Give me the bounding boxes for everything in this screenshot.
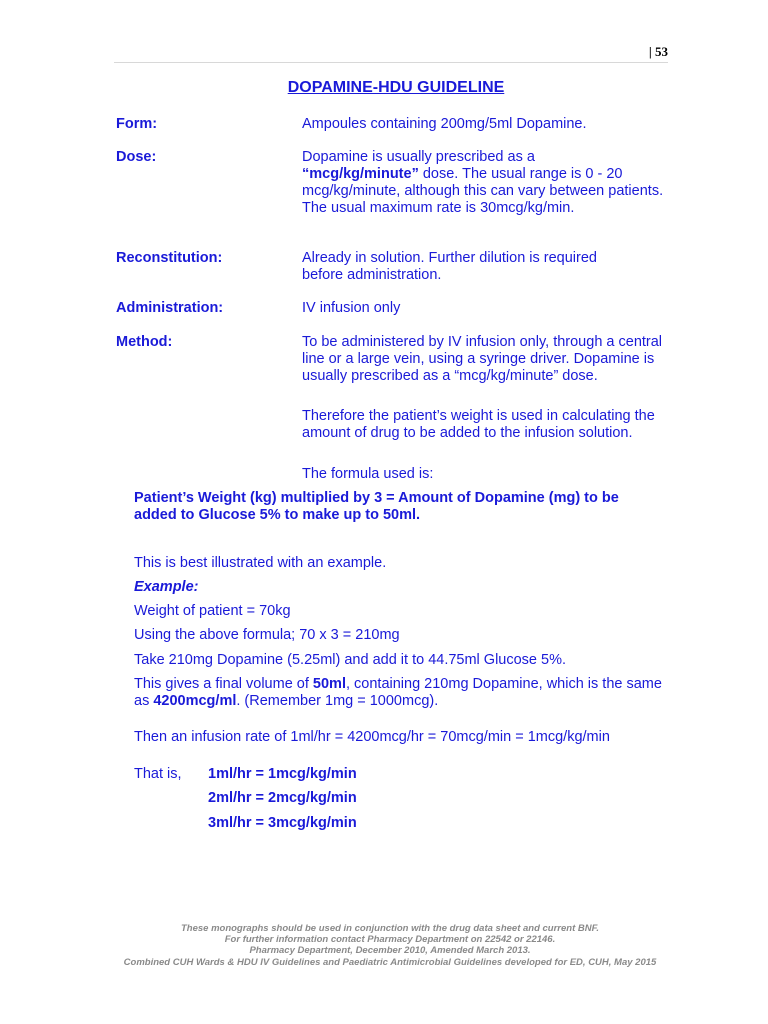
example-final-volume bbox=[134, 676, 664, 710]
dose-rest: dose. The usual range is 0 - 20 mcg/kg/minute, although this can vary between patients. The usual maximum rate is 30mcg/kg/min. bbox=[302, 166, 664, 216]
method-label: Method: bbox=[116, 334, 173, 350]
footer bbox=[110, 923, 670, 968]
infusion-rate-line: Then an infusion rate of 1ml/hr = 4200mcg/hr = 70mcg/min = 1mcg/kg/min bbox=[134, 729, 610, 745]
example-take: Take 210mg Dopamine (5.25ml) and add it to 44.75ml Glucose 5%. bbox=[134, 652, 567, 668]
reconstitution-label: Reconstitution: bbox=[116, 250, 223, 266]
form-label: Form: bbox=[116, 116, 158, 132]
example-heading: Example: bbox=[134, 579, 199, 595]
that-is-label: That is, bbox=[134, 766, 182, 782]
reconstitution-value: Already in solution. Further dilution is required before administration. bbox=[302, 250, 597, 283]
example-weight: Weight of patient = 70kg bbox=[134, 603, 291, 619]
administration-value: IV infusion only bbox=[302, 300, 401, 316]
rate-line-2: 2ml/hr = 2mcg/kg/min bbox=[208, 790, 357, 806]
footer-line-1: These monographs should be used in conjunction with the drug data sheet and current BNF. bbox=[180, 923, 600, 934]
example-intro: This is best illustrated with an example. bbox=[134, 555, 387, 571]
dose-label: Dose: bbox=[116, 149, 157, 165]
page-number: | 53 bbox=[648, 44, 668, 59]
example-formula-use: Using the above formula; 70 x 3 = 210mg bbox=[134, 627, 400, 643]
dose-value bbox=[302, 149, 674, 217]
method-paragraph-2: Therefore the patient’s weight is used in calculating the amount of drug to be added to the infusion solution. bbox=[302, 408, 655, 441]
header-rule bbox=[114, 62, 668, 63]
dose-line1: Dopamine is usually prescribed as a bbox=[302, 149, 535, 165]
dose-unit-bold: “mcg/kg/minute” bbox=[302, 166, 419, 182]
footer-line-3: Pharmacy Department, December 2010, Amended March 2013. bbox=[249, 945, 531, 957]
final-concentration-bold: 4200mcg/ml bbox=[153, 693, 237, 709]
final-part-a: This gives a final volume of bbox=[134, 676, 313, 692]
method-paragraph-3: The formula used is: bbox=[302, 466, 434, 482]
footer-line-4: Combined CUH Wards & HDU IV Guidelines and Paediatric Antimicrobial Guidelines developed for ED, CUH, May 2015 bbox=[123, 956, 657, 968]
footer-line-2: For further information contact Pharmacy Department on 22542 or 22146. bbox=[224, 934, 556, 946]
final-volume-bold: 50ml bbox=[312, 676, 346, 692]
form-value: Ampoules containing 200mg/5ml Dopamine. bbox=[302, 116, 587, 132]
rate-line-3: 3ml/hr = 3mcg/kg/min bbox=[208, 815, 357, 831]
final-part-e: . (Remember 1mg = 1000mcg). bbox=[236, 693, 439, 709]
administration-label: Administration: bbox=[116, 300, 224, 316]
page-title: DOPAMINE-HDU GUIDELINE bbox=[287, 79, 505, 96]
final-part-c: , containing 210mg Dopamine, which is the same as bbox=[134, 676, 662, 709]
rate-line-1: 1ml/hr = 1mcg/kg/min bbox=[208, 766, 357, 782]
formula-text: Patient’s Weight (kg) multiplied by 3 = Amount of Dopamine (mg) to be added to Glucose 5% to make up to 50ml. bbox=[134, 490, 619, 523]
method-paragraph-1: To be administered by IV infusion only, through a central line or a large vein, using a syringe driver. Dopamine is usually prescribed as a “mcg/kg/minute” dose. bbox=[302, 334, 663, 384]
